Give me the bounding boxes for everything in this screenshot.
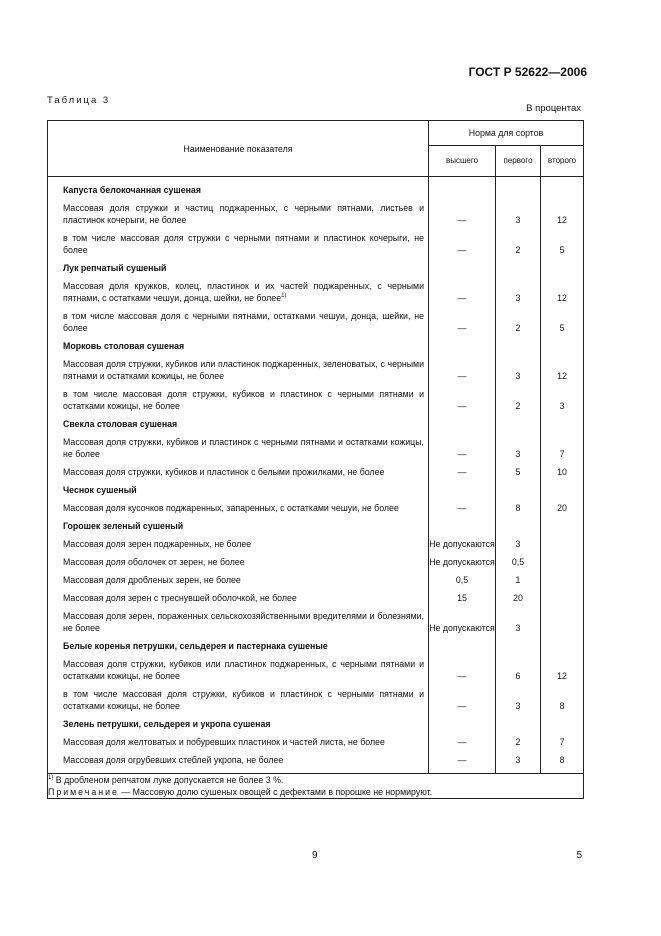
value-first-grade (496, 481, 541, 499)
footnote-text: В дробленом репчатом луке допускается не более 3 %. (55, 775, 284, 785)
indicator-name (48, 433, 429, 463)
row-label: Массовая доля зерен, пораженных сельскохозяйственными вредителями и болезнями, не более (63, 611, 424, 633)
value-second-grade (541, 571, 584, 589)
value-second-grade (541, 259, 584, 277)
value-top-grade: — (429, 751, 496, 769)
row-label: Массовая доля зерен поджаренных, не более (63, 539, 252, 549)
row-label: Массовая доля стружки, кубиков или пластинок поджаренных, зеленоватых, с черными пятнами и остатками кожицы, не более (63, 359, 424, 381)
category-name (48, 637, 429, 655)
indicator-name (48, 553, 429, 571)
table-row (48, 199, 584, 229)
row-label: в том числе массовая доля с черными пятнами, остатками чешуи, донца, шейки, не более (63, 311, 424, 333)
indicator-name (48, 385, 429, 415)
row-label: Лук репчатый сушеный (63, 263, 167, 273)
value-top-grade: — (429, 385, 496, 415)
indicator-name (48, 463, 429, 481)
value-top-grade: — (429, 463, 496, 481)
indicator-name (48, 307, 429, 337)
value-second-grade: 7 (541, 733, 584, 751)
indicator-name (48, 751, 429, 769)
value-first-grade: 3 (496, 433, 541, 463)
units-label: В процентах (526, 103, 581, 114)
value-top-grade: — (429, 229, 496, 259)
value-top-grade: — (429, 355, 496, 385)
table-row (48, 277, 584, 307)
row-label: Массовая доля оболочек от зерен, не более (63, 557, 245, 567)
value-second-grade: 12 (541, 355, 584, 385)
value-second-grade: 5 (541, 307, 584, 337)
indicator-name (48, 607, 429, 637)
value-first-grade: 20 (496, 589, 541, 607)
table-row (48, 571, 584, 589)
footnote-ref: 1) (281, 293, 287, 300)
column-header-grade-first: первого (496, 146, 541, 177)
note (48, 786, 584, 799)
value-second-grade (541, 553, 584, 571)
value-top-grade: Не допускаются (429, 607, 496, 637)
table-row (48, 589, 584, 607)
indicator-name (48, 199, 429, 229)
indicator-name (48, 589, 429, 607)
row-label: Массовая доля стружки, кубиков и пластинок с белыми прожилками, не более (63, 467, 385, 477)
indicator-name (48, 277, 429, 307)
category-row (48, 637, 584, 655)
row-label: Массовая доля желтоватых и побуревших пластинок и частей листа, не более (63, 737, 385, 747)
value-first-grade (496, 259, 541, 277)
value-second-grade (541, 181, 584, 199)
note-label: Примечание (48, 787, 119, 797)
category-name (48, 415, 429, 433)
value-first-grade: 2 (496, 229, 541, 259)
footnote-row (48, 774, 584, 787)
value-second-grade: 8 (541, 685, 584, 715)
value-top-grade (429, 337, 496, 355)
value-second-grade: 10 (541, 463, 584, 481)
value-top-grade (429, 259, 496, 277)
row-label: в том числе массовая доля стружки с черными пятнами и пластинок кочерыги, не более (63, 233, 424, 255)
category-row (48, 259, 584, 277)
row-label: в том числе массовая доля стружки, кубиков и пластинок с черными пятнами и остатками кожицы, не более (63, 389, 424, 411)
value-top-grade: Не допускаются (429, 553, 496, 571)
table-row (48, 553, 584, 571)
value-top-grade (429, 181, 496, 199)
value-first-grade (496, 637, 541, 655)
table-row (48, 355, 584, 385)
footnote (48, 774, 584, 787)
value-second-grade: 20 (541, 499, 584, 517)
table-row (48, 499, 584, 517)
value-second-grade: 12 (541, 655, 584, 685)
sheet-number: 5 (576, 850, 582, 861)
page-number: 9 (312, 850, 318, 861)
value-first-grade: 2 (496, 307, 541, 337)
value-second-grade (541, 715, 584, 733)
value-top-grade: — (429, 733, 496, 751)
table-row (48, 607, 584, 637)
table-row (48, 655, 584, 685)
value-first-grade (496, 517, 541, 535)
category-row (48, 337, 584, 355)
value-first-grade: 1 (496, 571, 541, 589)
value-top-grade: — (429, 433, 496, 463)
row-label: Массовая доля огрубевших стеблей укропа, не более (63, 755, 284, 765)
value-second-grade: 5 (541, 229, 584, 259)
value-first-grade: 8 (496, 499, 541, 517)
category-name (48, 181, 429, 199)
value-top-grade: — (429, 499, 496, 517)
value-top-grade: 15 (429, 589, 496, 607)
table-row (48, 433, 584, 463)
value-second-grade: 7 (541, 433, 584, 463)
row-label: Массовая доля стружки и частиц поджаренных, с черными пятнами, листьев и пластинок кочерыги, не более (63, 203, 424, 225)
value-first-grade: 3 (496, 751, 541, 769)
row-label: Капуста белокочанная сушеная (63, 185, 201, 195)
value-top-grade: — (429, 199, 496, 229)
value-top-grade: — (429, 685, 496, 715)
value-first-grade: 2 (496, 385, 541, 415)
value-first-grade (496, 337, 541, 355)
value-first-grade (496, 181, 541, 199)
category-row (48, 715, 584, 733)
column-header-norm: Норма для сортов (429, 121, 584, 146)
row-label: Массовая доля кружков, колец, пластинок и их частей поджаренных, с черными пятнами, с остатками чешуи, донца, шейки, не более (63, 281, 424, 303)
value-first-grade (496, 415, 541, 433)
column-header-name: Наименование показателя (48, 121, 429, 177)
table-row (48, 307, 584, 337)
value-first-grade: 5 (496, 463, 541, 481)
row-label: Чеснок сушеный (63, 485, 137, 495)
table-row (48, 733, 584, 751)
table-body (48, 177, 584, 774)
row-label: Массовая доля стружки, кубиков или пластинок поджаренных, с черными пятнами и остатками кожицы, не более (63, 659, 424, 681)
table-row (48, 751, 584, 769)
value-first-grade: 3 (496, 685, 541, 715)
indicator-name (48, 655, 429, 685)
column-header-grade-top: высшего (429, 146, 496, 177)
document-id: ГОСТ Р 52622—2006 (468, 65, 587, 79)
footnote-mark: 1) (48, 775, 54, 782)
value-first-grade: 3 (496, 199, 541, 229)
row-label: в том числе массовая доля стружки, кубиков и пластинок с черными пятнами и остатками кожицы, не более (63, 689, 424, 711)
row-label: Массовая доля дробленых зерен, не более (63, 575, 241, 585)
indicator-name (48, 685, 429, 715)
row-label: Свекла столовая сушеная (63, 419, 178, 429)
indicator-name (48, 355, 429, 385)
value-first-grade: 3 (496, 607, 541, 637)
value-top-grade (429, 517, 496, 535)
value-first-grade: 0,5 (496, 553, 541, 571)
table-caption: Таблица 3 (47, 95, 111, 106)
row-label: Горошек зеленый сушеный (63, 521, 184, 531)
value-top-grade: — (429, 307, 496, 337)
indicator-name (48, 499, 429, 517)
value-second-grade (541, 535, 584, 553)
value-second-grade: 12 (541, 277, 584, 307)
value-second-grade: 3 (541, 385, 584, 415)
row-label: Массовая доля кусочков поджаренных, запаренных, с остатками чешуи, не более (63, 503, 399, 513)
value-top-grade (429, 415, 496, 433)
category-name (48, 517, 429, 535)
row-label: Массовая доля стружки, кубиков и пластинок с черными пятнами и остатками кожицы, не более (63, 437, 424, 459)
value-second-grade: 8 (541, 751, 584, 769)
indicators-table (47, 120, 584, 799)
category-name (48, 715, 429, 733)
table-row (48, 535, 584, 553)
value-top-grade: — (429, 277, 496, 307)
row-label: Белые коренья петрушки, сельдерея и пастернака сушеные (63, 641, 328, 651)
row-label: Массовая доля зерен с треснувшей оболочкой, не более (63, 593, 297, 603)
value-top-grade: 0,5 (429, 571, 496, 589)
value-second-grade (541, 637, 584, 655)
indicator-name (48, 571, 429, 589)
category-row (48, 181, 584, 199)
category-row (48, 517, 584, 535)
value-first-grade: 3 (496, 535, 541, 553)
value-first-grade: 2 (496, 733, 541, 751)
table-row (48, 685, 584, 715)
category-row (48, 415, 584, 433)
value-top-grade (429, 637, 496, 655)
row-label: Зелень петрушки, сельдерея и укропа сушеная (63, 719, 271, 729)
value-second-grade (541, 337, 584, 355)
category-name (48, 337, 429, 355)
value-top-grade (429, 715, 496, 733)
value-second-grade (541, 415, 584, 433)
note-row (48, 786, 584, 799)
indicator-name (48, 229, 429, 259)
value-first-grade: 6 (496, 655, 541, 685)
table-row (48, 463, 584, 481)
category-name (48, 481, 429, 499)
value-second-grade: 12 (541, 199, 584, 229)
indicator-name (48, 733, 429, 751)
value-second-grade (541, 517, 584, 535)
value-first-grade: 3 (496, 355, 541, 385)
value-second-grade (541, 481, 584, 499)
category-row (48, 481, 584, 499)
value-first-grade (496, 715, 541, 733)
value-top-grade: — (429, 655, 496, 685)
value-second-grade (541, 607, 584, 637)
row-label: Морковь столовая сушеная (63, 341, 185, 351)
value-top-grade: Не допускаются (429, 535, 496, 553)
value-top-grade (429, 481, 496, 499)
value-second-grade (541, 589, 584, 607)
category-name (48, 259, 429, 277)
note-text: — Массовую долю сушеных овощей с дефектами в порошке не нормируют. (121, 787, 433, 797)
indicator-name (48, 535, 429, 553)
column-header-grade-second: второго (541, 146, 584, 177)
value-first-grade: 3 (496, 277, 541, 307)
table-row (48, 385, 584, 415)
table-row (48, 229, 584, 259)
